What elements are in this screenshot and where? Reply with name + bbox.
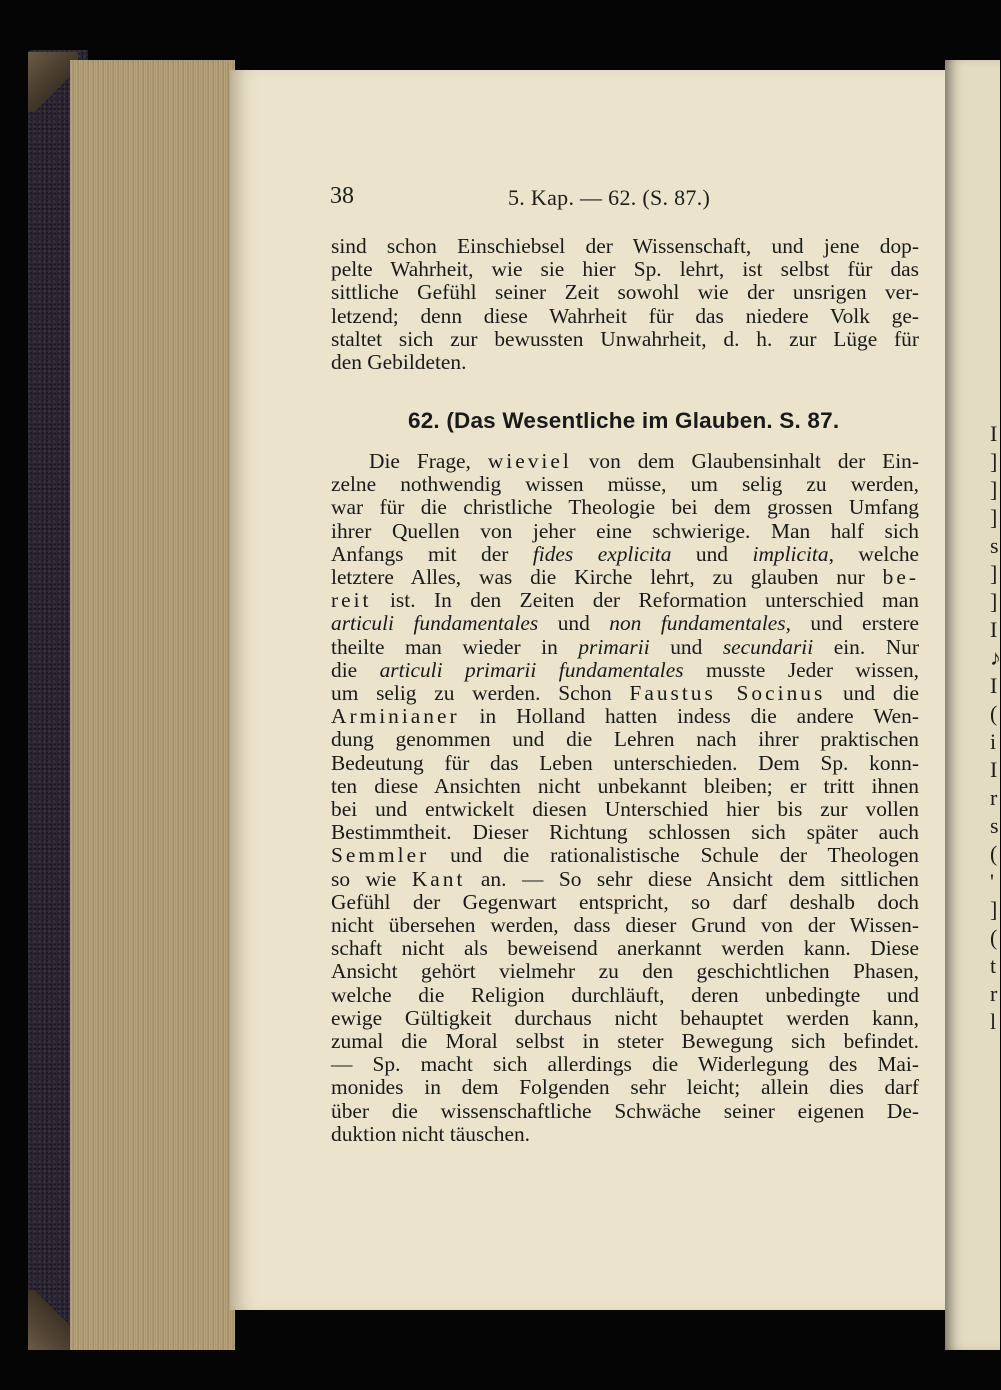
text-line: sittliche Gefühl seiner Zeit sowohl wie der unsrigen ver- xyxy=(331,280,919,305)
text-line: um selig zu werden. Schon Faustus Socinus und die xyxy=(331,681,920,706)
text-line: theilte man wieder in primarii und secundarii ein. Nur xyxy=(331,634,920,659)
text-line: über die wissenschaftliche Schwäche seiner eigenen De- xyxy=(331,1098,919,1123)
text-line: zumal die Moral selbst in steter Bewegung sich befindet. xyxy=(331,1029,919,1054)
facing-page-glyphs: I ] ] ] s ] ] I ♪ I ( i I r s ( ' ] ( t r l xyxy=(990,421,1001,1034)
text-line: ewige Gültigkeit durchaus nicht behauptet werden kann, xyxy=(331,1005,919,1030)
text-line: duktion nicht täuschen. xyxy=(331,1121,531,1146)
text-line: ihrer Quellen von jeher eine schwierige. Man half sich xyxy=(331,518,919,543)
text-line: letztere Alles, was die Kirche lehrt, zu glauben nur be- xyxy=(331,565,919,590)
text-line: den Gebildeten. xyxy=(331,350,467,375)
text-line: Gefühl der Gegenwart entspricht, so darf deshalb doch xyxy=(331,889,919,914)
section-heading: 62. (Das Wesentliche im Glauben. S. 87. xyxy=(408,408,840,433)
text-line: Ansicht gehört vielmehr zu den geschichtlichen Phasen, xyxy=(331,959,919,984)
text-line: staltet sich zur bewussten Unwahrheit, d. h. zur Lüge für xyxy=(331,326,919,351)
text-line: reit ist. In den Zeiten der Reformation unterschied man xyxy=(331,588,919,613)
text-line: Anfangs mit der fides explicita und implicita, welche xyxy=(331,541,920,566)
page-number: 38 xyxy=(330,183,354,209)
text-line: Semmler und die rationalistische Schule der Theologen xyxy=(331,843,919,868)
text-line: Die Frage, wieviel von dem Glaubensinhalt der Ein- xyxy=(369,449,920,473)
text-line: pelte Wahrheit, wie sie hier Sp. lehrt, ist selbst für das xyxy=(331,257,919,282)
text-line: welche die Religion durchläuft, deren unbedingte und xyxy=(331,982,919,1007)
text-line: schaft nicht als beweisend anerkannt werden kann. Diese xyxy=(331,936,919,961)
text-line: monides in dem Folgenden sehr leicht; allein dies darf xyxy=(331,1075,919,1100)
text-line: — Sp. macht sich allerdings die Widerlegung des Mai- xyxy=(331,1052,919,1077)
running-head: 5. Kap. — 62. (S. 87.) xyxy=(508,185,711,210)
text-line: sind schon Einschiebsel der Wissenschaft, und jene dop- xyxy=(331,234,919,258)
paragraph-continuation xyxy=(331,235,919,374)
text-line: so wie Kant an. — So sehr diese Ansicht dem sittlichen xyxy=(331,866,919,891)
text-line: Bestimmtheit. Dieser Richtung schlossen sich später auch xyxy=(331,820,919,845)
text-line: war für die christliche Theologie bei dem grossen Umfang xyxy=(331,495,919,520)
text-line: die articuli primarii fundamentales musste Jeder wissen, xyxy=(331,657,919,682)
text-line: articuli fundamentales und non fundamentales, und erstere xyxy=(331,611,919,636)
text-line: nicht übersehen werden, dass dieser Grund von der Wissen- xyxy=(331,913,919,938)
text-line: bei und entwickelt diesen Unterschied hier bis zur vollen xyxy=(331,797,919,822)
page-header xyxy=(330,183,920,217)
text-line: dung genommen und die Lehren nach ihrer praktischen xyxy=(331,727,919,752)
text-line: letzend; denn diese Wahrheit für das niedere Volk ge- xyxy=(331,303,919,328)
paragraph-main xyxy=(331,450,919,1146)
page-edges xyxy=(70,60,235,1350)
text-line: zelne nothwendig wissen müsse, um selig zu werden, xyxy=(331,472,919,497)
text-line: ten diese Ansichten nicht unbekannt bleiben; er tritt ihnen xyxy=(331,773,919,798)
text-line: Arminianer in Holland hatten indess die andere Wen- xyxy=(331,704,919,729)
text-line: Bedeutung für das Leben unterschieden. Dem Sp. konn- xyxy=(331,750,919,775)
